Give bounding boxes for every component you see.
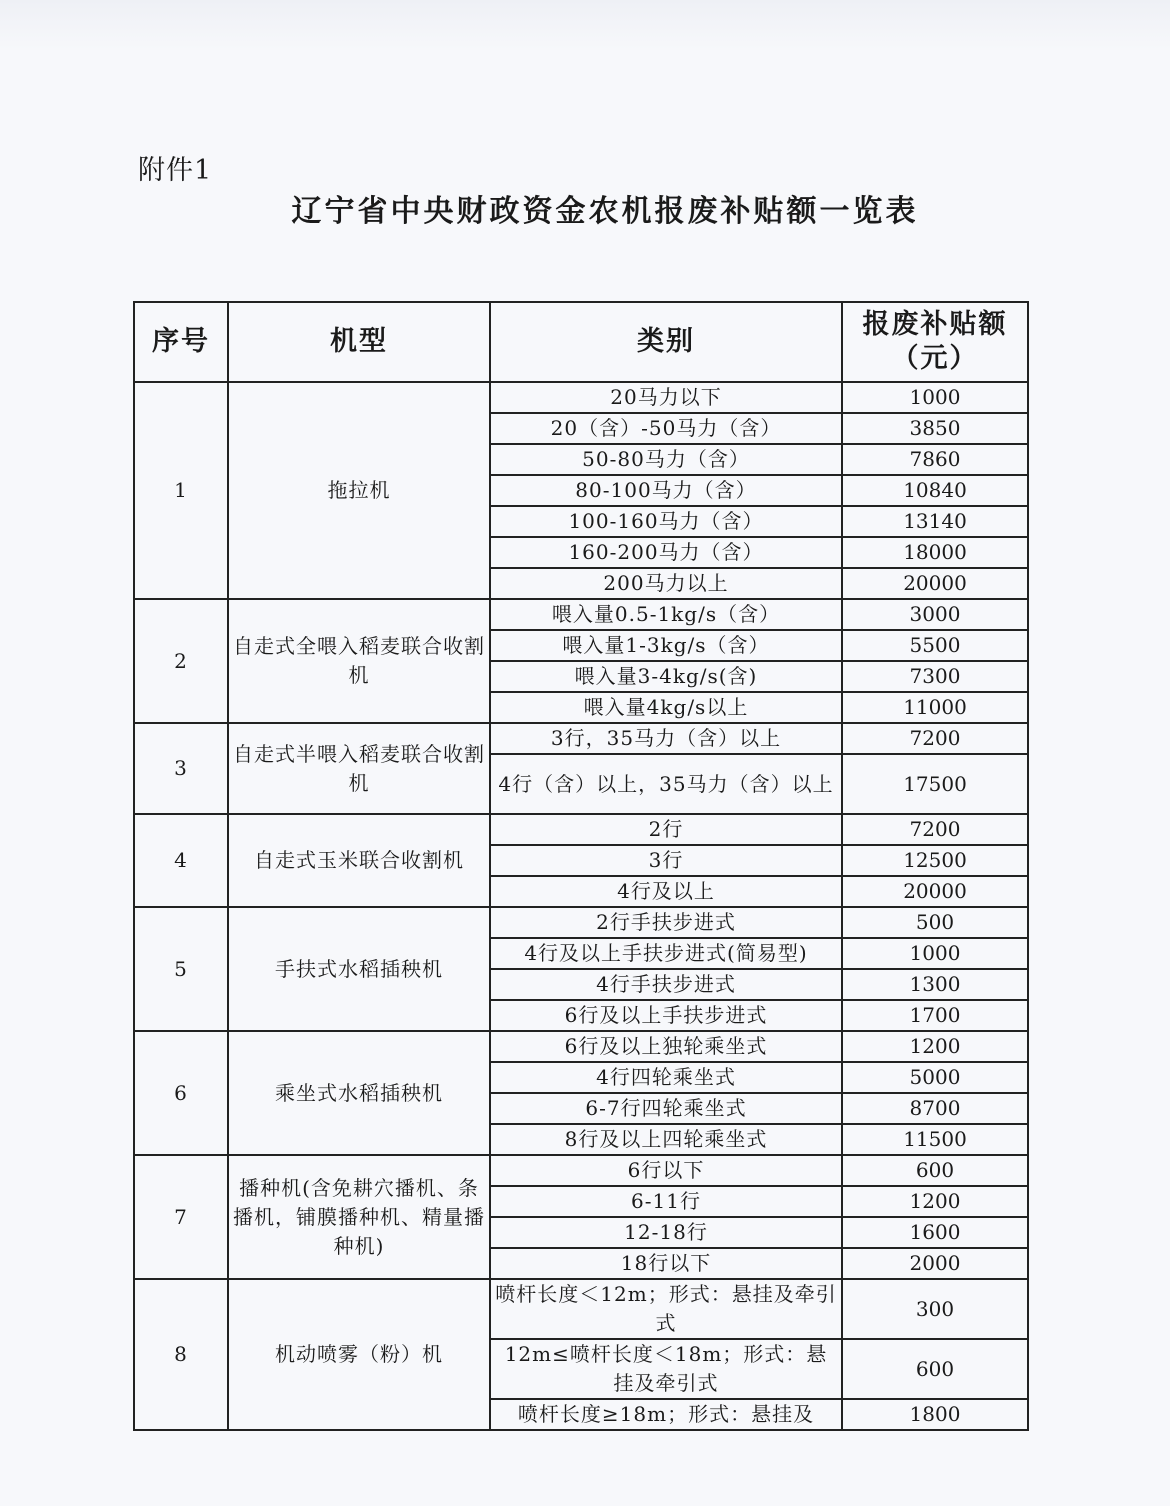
seq-cell: 1: [134, 382, 228, 599]
amount-cell: 17500: [842, 754, 1028, 814]
amount-cell: 5500: [842, 630, 1028, 661]
model-cell: 手扶式水稻插秧机: [228, 907, 490, 1031]
amount-cell: 7200: [842, 723, 1028, 754]
table-row: [134, 1155, 1028, 1186]
model-cell: 机动喷雾（粉）机: [228, 1279, 490, 1430]
seq-cell: 5: [134, 907, 228, 1031]
amount-cell: 600: [842, 1155, 1028, 1186]
table-body: [134, 382, 1028, 1430]
header-amount: 报废补贴额（元）: [842, 302, 1028, 382]
category-cell: 6-11行: [490, 1186, 842, 1217]
amount-cell: 2000: [842, 1248, 1028, 1279]
category-cell: 100-160马力（含）: [490, 506, 842, 537]
amount-cell: 1200: [842, 1031, 1028, 1062]
seq-cell: 3: [134, 723, 228, 814]
seq-cell: 7: [134, 1155, 228, 1279]
table-row: [134, 382, 1028, 413]
category-cell: 6行以下: [490, 1155, 842, 1186]
header-model: 机型: [228, 302, 490, 382]
amount-cell: 11000: [842, 692, 1028, 723]
amount-cell: 8700: [842, 1093, 1028, 1124]
category-cell: 20马力以下: [490, 382, 842, 413]
category-cell: 喂入量4kg/s以上: [490, 692, 842, 723]
amount-cell: 7860: [842, 444, 1028, 475]
amount-cell: 13140: [842, 506, 1028, 537]
header-category: 类别: [490, 302, 842, 382]
category-cell: 80-100马力（含）: [490, 475, 842, 506]
model-cell: 自走式玉米联合收割机: [228, 814, 490, 907]
table-row: [134, 1031, 1028, 1062]
scan-page-edge: [0, 0, 1170, 50]
amount-cell: 11500: [842, 1124, 1028, 1155]
category-cell: 200马力以上: [490, 568, 842, 599]
category-cell: 12m≤喷杆长度＜18m；形式：悬挂及牵引式: [490, 1339, 842, 1399]
amount-cell: 10840: [842, 475, 1028, 506]
category-cell: 6行及以上手扶步进式: [490, 1000, 842, 1031]
amount-cell: 1200: [842, 1186, 1028, 1217]
category-cell: 喂入量1-3kg/s（含）: [490, 630, 842, 661]
category-cell: 3行，35马力（含）以上: [490, 723, 842, 754]
amount-cell: 1700: [842, 1000, 1028, 1031]
category-cell: 2行手扶步进式: [490, 907, 842, 938]
subsidy-table: [133, 301, 1029, 1431]
amount-cell: 3850: [842, 413, 1028, 444]
category-cell: 喂入量3-4kg/s(含): [490, 661, 842, 692]
model-cell: 拖拉机: [228, 382, 490, 599]
amount-cell: 20000: [842, 876, 1028, 907]
amount-cell: 600: [842, 1339, 1028, 1399]
amount-cell: 1000: [842, 938, 1028, 969]
model-cell: 自走式全喂入稻麦联合收割机: [228, 599, 490, 723]
category-cell: 6行及以上独轮乘坐式: [490, 1031, 842, 1062]
table-row: [134, 599, 1028, 630]
amount-cell: 5000: [842, 1062, 1028, 1093]
amount-cell: 3000: [842, 599, 1028, 630]
amount-cell: 7300: [842, 661, 1028, 692]
category-cell: 喂入量0.5-1kg/s（含）: [490, 599, 842, 630]
amount-cell: 12500: [842, 845, 1028, 876]
category-cell: 4行手扶步进式: [490, 969, 842, 1000]
category-cell: 18行以下: [490, 1248, 842, 1279]
seq-cell: 8: [134, 1279, 228, 1430]
category-cell: 4行及以上: [490, 876, 842, 907]
category-cell: 4行四轮乘坐式: [490, 1062, 842, 1093]
category-cell: 160-200马力（含）: [490, 537, 842, 568]
category-cell: 20（含）-50马力（含）: [490, 413, 842, 444]
model-cell: 乘坐式水稻插秧机: [228, 1031, 490, 1155]
amount-cell: 20000: [842, 568, 1028, 599]
category-cell: 喷杆长度≥18m；形式：悬挂及: [490, 1399, 842, 1430]
amount-cell: 1300: [842, 969, 1028, 1000]
amount-cell: 1800: [842, 1399, 1028, 1430]
category-cell: 12-18行: [490, 1217, 842, 1248]
seq-cell: 2: [134, 599, 228, 723]
table-row: [134, 1279, 1028, 1339]
amount-cell: 500: [842, 907, 1028, 938]
header-seq: 序号: [134, 302, 228, 382]
seq-cell: 4: [134, 814, 228, 907]
amount-cell: 300: [842, 1279, 1028, 1339]
category-cell: 50-80马力（含）: [490, 444, 842, 475]
model-cell: 自走式半喂入稻麦联合收割机: [228, 723, 490, 814]
table-row: [134, 907, 1028, 938]
category-cell: 4行（含）以上，35马力（含）以上: [490, 754, 842, 814]
table-row: [134, 814, 1028, 845]
amount-cell: 1000: [842, 382, 1028, 413]
model-cell: 播种机(含免耕穴播机、条播机，铺膜播种机、精量播种机): [228, 1155, 490, 1279]
category-cell: 喷杆长度＜12m；形式：悬挂及牵引式: [490, 1279, 842, 1339]
category-cell: 2行: [490, 814, 842, 845]
category-cell: 8行及以上四轮乘坐式: [490, 1124, 842, 1155]
table-header-row: [134, 302, 1028, 382]
amount-cell: 7200: [842, 814, 1028, 845]
attachment-label: 附件1: [138, 155, 213, 186]
category-cell: 4行及以上手扶步进式(简易型): [490, 938, 842, 969]
document-title: 辽宁省中央财政资金农机报废补贴额一览表: [291, 194, 919, 229]
category-cell: 6-7行四轮乘坐式: [490, 1093, 842, 1124]
table-row: [134, 723, 1028, 754]
amount-cell: 1600: [842, 1217, 1028, 1248]
seq-cell: 6: [134, 1031, 228, 1155]
category-cell: 3行: [490, 845, 842, 876]
amount-cell: 18000: [842, 537, 1028, 568]
